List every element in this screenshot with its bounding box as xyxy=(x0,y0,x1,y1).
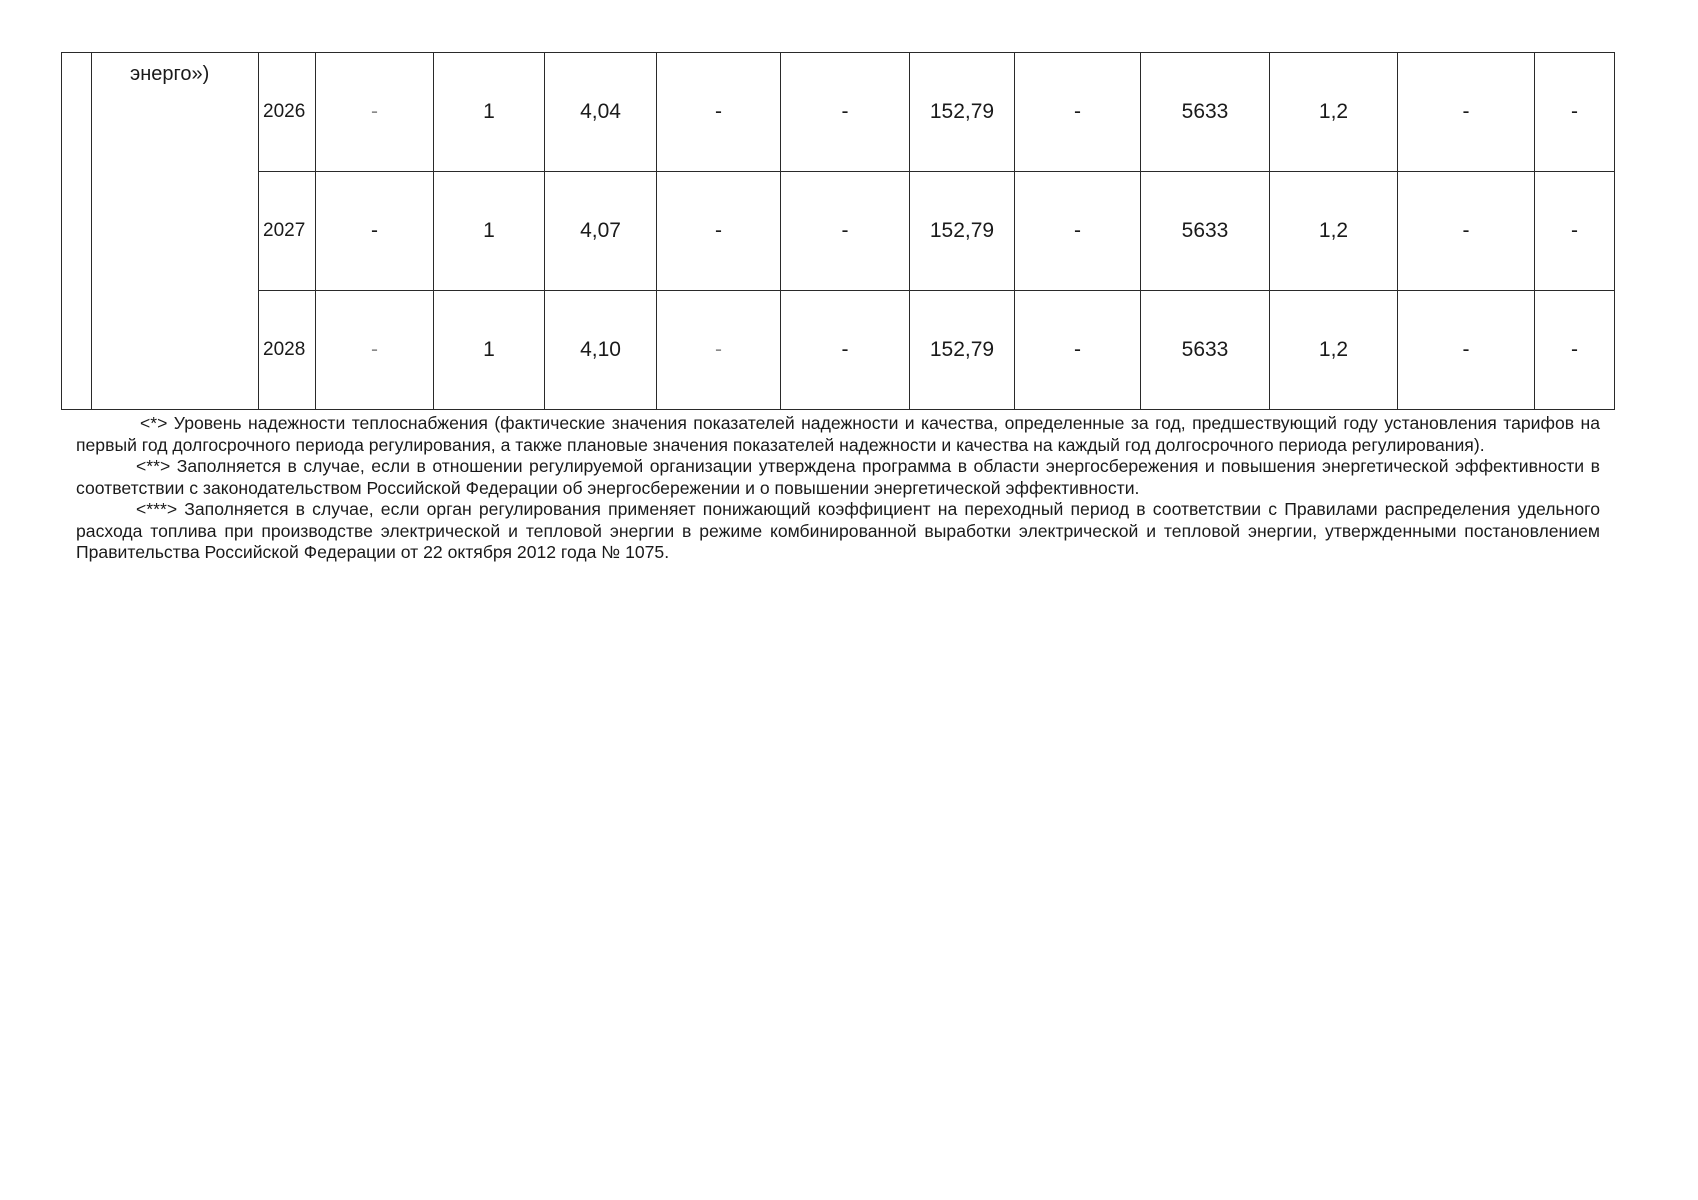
table-cell: 1,2 xyxy=(1270,53,1398,172)
table-cell: 152,79 xyxy=(910,53,1015,172)
table-cell: 1,2 xyxy=(1270,172,1398,291)
footnotes-block xyxy=(76,413,1600,564)
table-cell: - xyxy=(1015,291,1141,410)
table-cell: 5633 xyxy=(1141,291,1270,410)
table-cell: 1,2 xyxy=(1270,291,1398,410)
table-cell: 1 xyxy=(434,172,545,291)
table-row xyxy=(62,172,1615,291)
table-cell: - xyxy=(316,172,434,291)
table-cell: - xyxy=(1398,291,1535,410)
table-cell: 4,10 xyxy=(545,291,657,410)
table-cell: 1 xyxy=(434,291,545,410)
table-cell: - xyxy=(1535,291,1615,410)
indicators-table xyxy=(61,52,1615,410)
table-cell: 4,04 xyxy=(545,53,657,172)
table-cell: - xyxy=(1015,53,1141,172)
table-cell: - xyxy=(316,291,434,410)
table-cell: - xyxy=(1535,172,1615,291)
table-cell: - xyxy=(781,172,910,291)
row-number-cell xyxy=(62,53,92,410)
table-cell: - xyxy=(781,291,910,410)
footnote-energy-saving: <**> Заполняется в случае, если в отношении регулируемой организации утверждена программа в области энергосбережения и повышения энергетической эффективности в соответствии с законодательством Российской Федерации об энергосбережении и о повышении энергетической эффективности. xyxy=(76,456,1600,498)
table-cell: 1 xyxy=(434,53,545,172)
year-cell: 2028 xyxy=(259,291,316,410)
table-cell: - xyxy=(1398,53,1535,172)
year-cell: 2026 xyxy=(259,53,316,172)
table-cell: - xyxy=(1015,172,1141,291)
table-row xyxy=(62,291,1615,410)
table-cell: - xyxy=(657,53,781,172)
table-cell: 5633 xyxy=(1141,172,1270,291)
table-cell: - xyxy=(1535,53,1615,172)
table-cell: 5633 xyxy=(1141,53,1270,172)
table-cell: 152,79 xyxy=(910,291,1015,410)
table-row xyxy=(62,53,1615,172)
year-cell: 2027 xyxy=(259,172,316,291)
footnote-reduction-coefficient: <***> Заполняется в случае, если орган регулирования применяет понижающий коэффициент на переходный период в соответствии с Правилами распределения удельного расхода топлива при производстве электрической и тепловой энергии в режиме комбинированной выработки электрической и тепловой энергии, утвержденными постановлением Правительства Российской Федерации от 22 октября 2012 года № 1075. xyxy=(76,499,1600,562)
table-cell: - xyxy=(1398,172,1535,291)
footnote-reliability: <*> Уровень надежности теплоснабжения (фактические значения показателей надежности и качества, определенные за год, предшествующий году установления тарифов на первый год долгосрочного периода регулирования, а также плановые значения показателей надежности и качества на каждый год долгосрочного периода регулирования). xyxy=(76,413,1600,455)
table-cell: - xyxy=(657,291,781,410)
table-cell: - xyxy=(657,172,781,291)
table-cell: 4,07 xyxy=(545,172,657,291)
table-cell: - xyxy=(781,53,910,172)
table-cell: - xyxy=(316,53,434,172)
table-cell: 152,79 xyxy=(910,172,1015,291)
organization-name-cell: энерго») xyxy=(92,53,259,410)
